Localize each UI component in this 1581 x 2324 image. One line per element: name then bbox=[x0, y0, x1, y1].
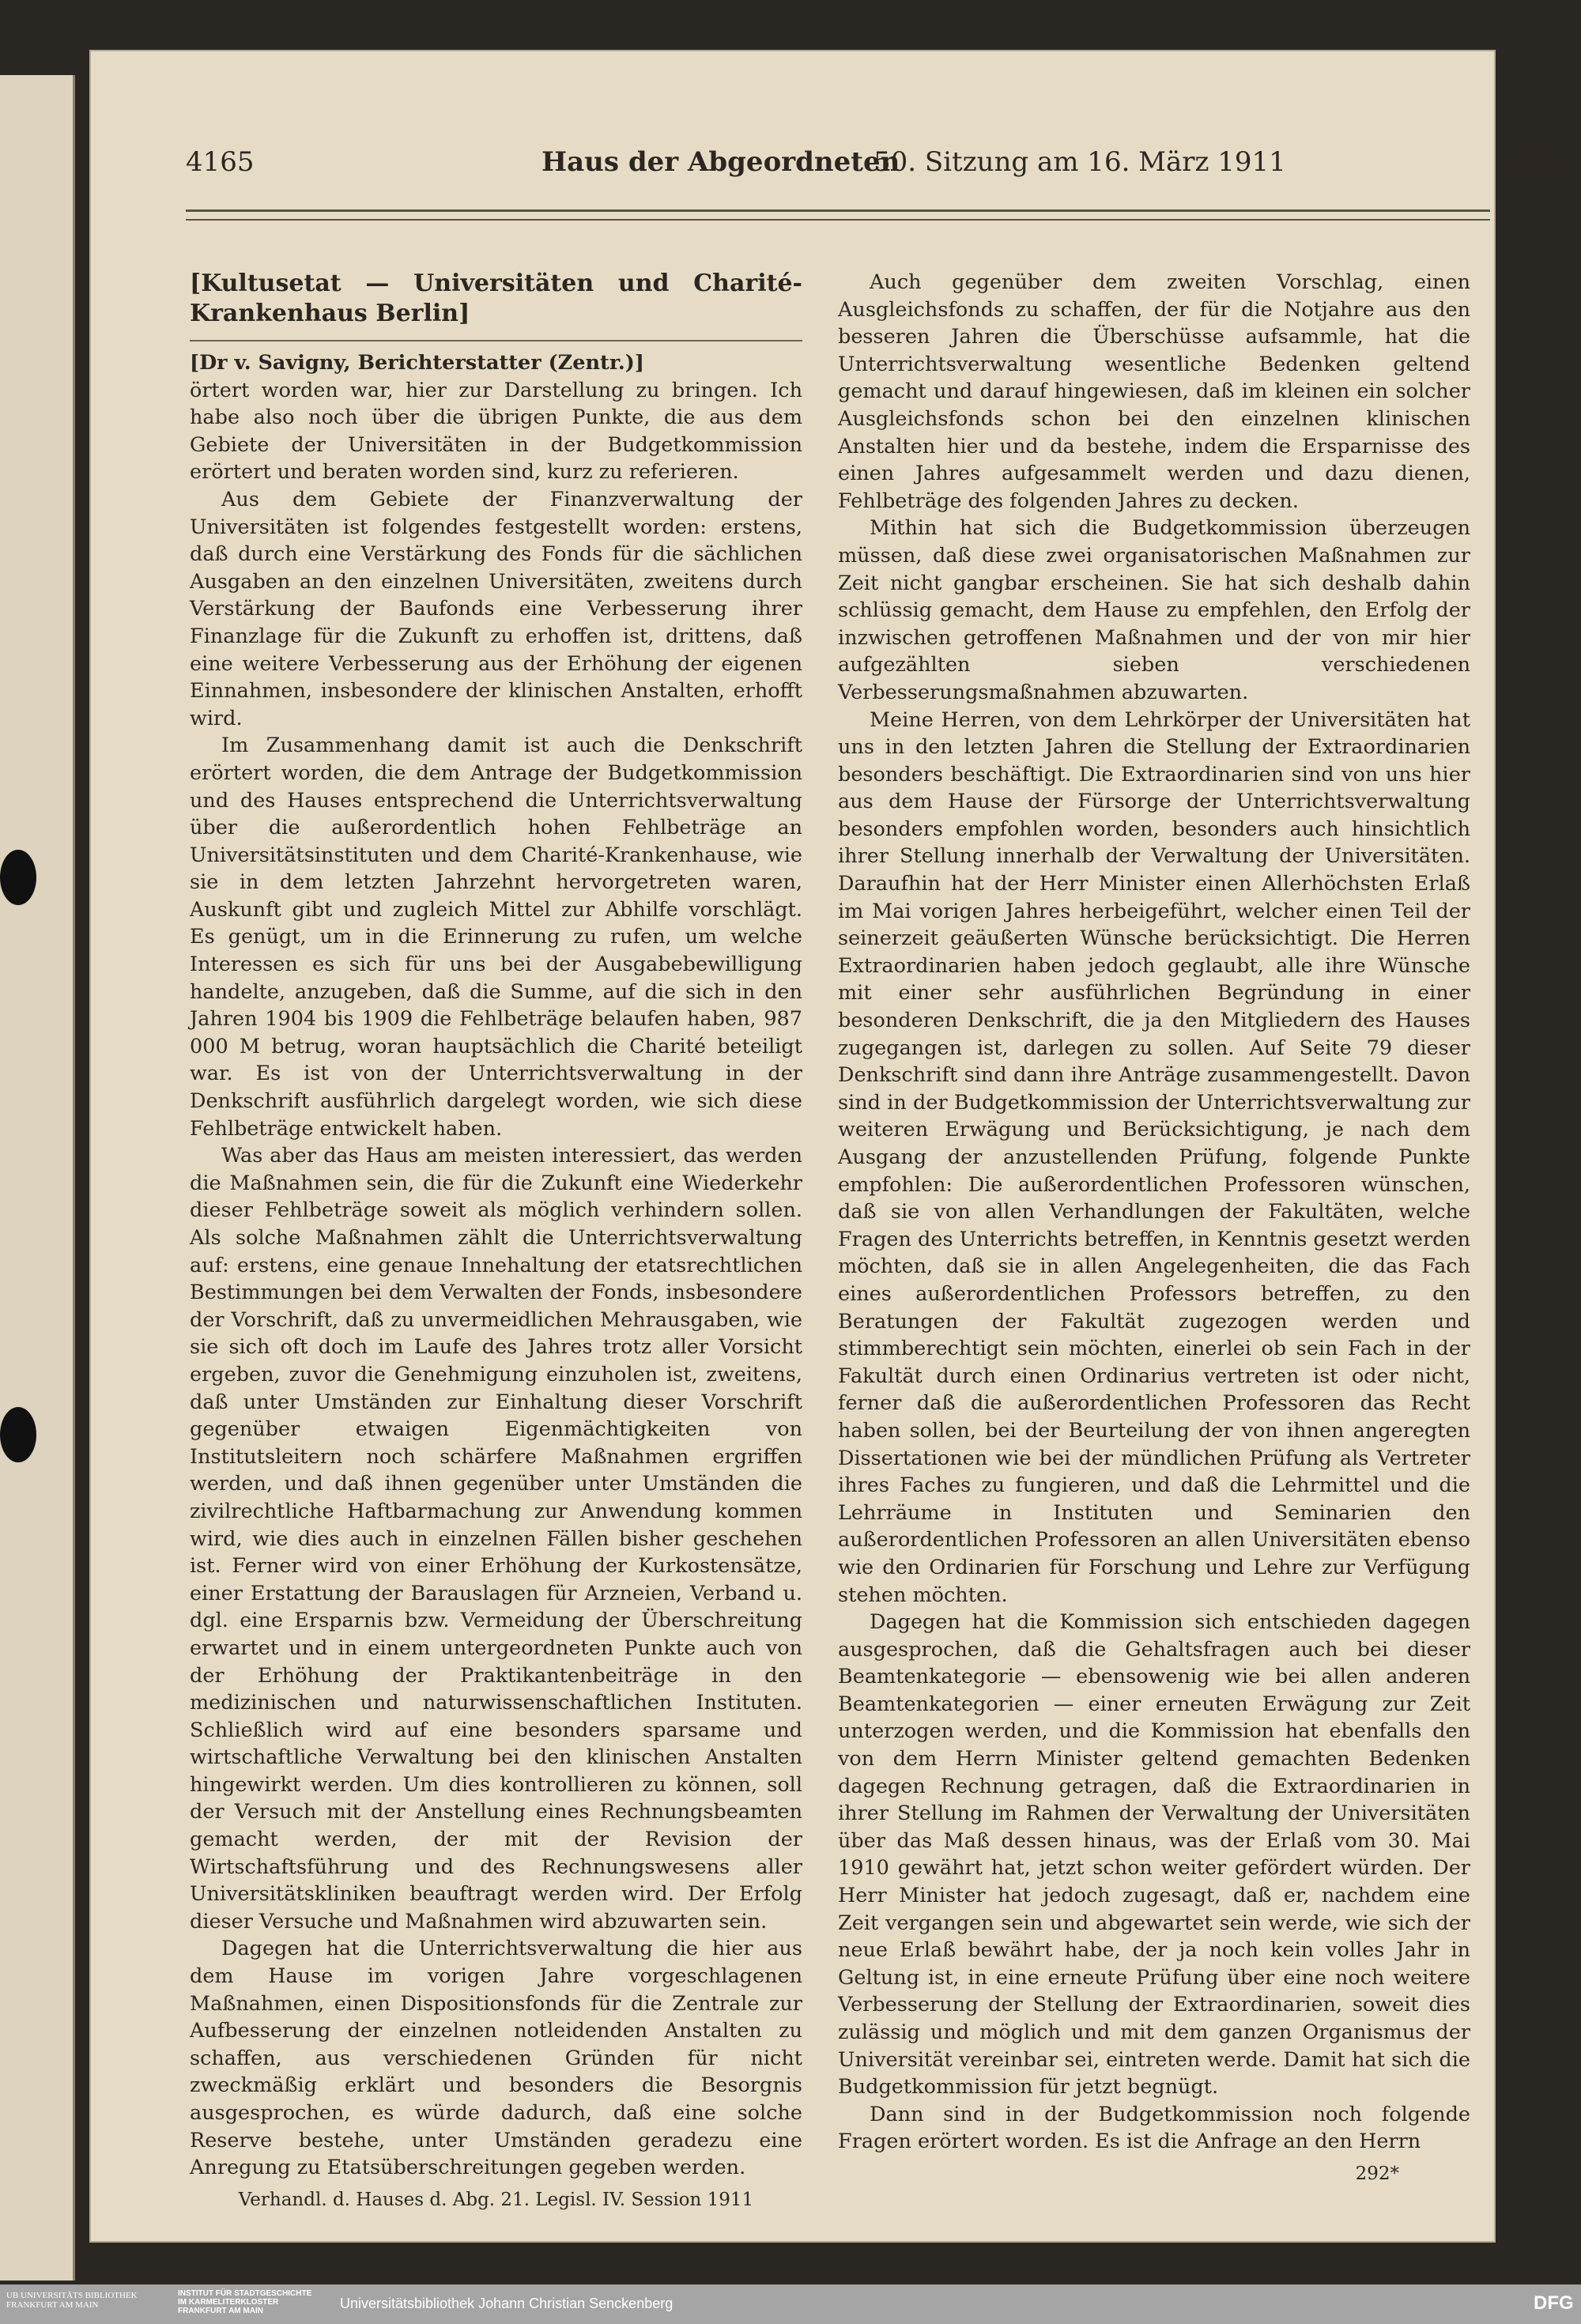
paragraph: Meine Herren, von dem Lehrkörper der Universitäten hat uns in den letzten Jahren die Stellung der Extraordinarien besonders beschäftigt. Die Extraordinarien sind von uns hier aus dem Hause der Fürsorge der Unterrichtsverwaltung besonders empfohlen worden, besonders auch hinsichtlich ihrer Stellung innerhalb der Verwaltung der Universitäten. Daraufhin hat der Herr Minister einen Allerhöchsten Erlaß im Mai vorigen Jahres herbeigeführt, welcher einen Teil der seinerzeit geäußerten Wünsche berücksichtigt. Die Herren Extraordinarien haben jedoch geglaubt, alle ihre Wünsche mit einer sehr ausführlichen Begründung in einer besonderen Denkschrift, die ja den Mitgliedern des Hauses zugegangen ist, darlegen zu sollen. Auf Seite 79 dieser Denkschrift sind dann ihre Anträge zusammengestellt. Davon sind in der Budgetkommission der Unterrichtsverwaltung zur weiteren Erwägung und Berücksichtigung, je nach dem Ausgang der anzustellenden Prüfung, folgende Punkte empfohlen: Die außerordentlichen Professoren wünschen, daß sie von allen Verhandlungen der Fakultäten, welche Fragen des Unterrichts betreffen, in Kenntnis gesetzt werden möchten, daß sie in allen Angelegenheiten, die das Fach eines außerordentlichen Professors betreffen, zu den Beratungen der Fakultät zugezogen werden und stimmberechtigt sein möchten, einerlei ob sein Fach in der Fakultät durch einen Ordinarius vertreten ist oder nicht, ferner daß die außerordentlichen Professoren das Recht haben sollen, bei der Beurteilung der von ihnen angeregten Dissertationen wie bei der mündlichen Prüfung als Vertreter ihres Faches zu fungieren, und daß die Lehrmittel und die Lehrräume in Instituten und Seminarien den außerordentlichen Professoren an allen Universitäten ebenso wie den Ordinarien für Forschung und Lehre zur Verfügung stehen möchten. bbox=[838, 707, 1470, 1607]
speaker-line: [Dr v. Savigny, Berichterstatter (Zentr.)] bbox=[190, 351, 644, 375]
footer-bar bbox=[0, 2284, 1581, 2324]
page-footnote: Verhandl. d. Hauses d. Abg. 21. Legisl. IV. Session 1911 bbox=[238, 2189, 754, 2210]
header-title: Haus der Abgeordneten bbox=[541, 146, 900, 178]
signature-mark: 292* bbox=[1355, 2163, 1399, 2184]
punch-hole bbox=[0, 1407, 36, 1462]
punch-hole bbox=[0, 850, 36, 905]
paragraph: Dann sind in der Budgetkommission noch folgende Fragen erörtert worden. Es ist die Anfrage an den Herrn bbox=[838, 2102, 1470, 2154]
header-rule bbox=[186, 219, 1490, 221]
page-header bbox=[186, 146, 1575, 186]
paragraph: Dagegen hat die Unterrichtsverwaltung die hier aus dem Hause im vorigen Jahre vorgeschlagenen Maßnahmen, einen Dispositionsfonds für die Zentrale zur Aufbesserung der einzelnen notleidenden Anstalten zu schaffen, aus verschiedenen Gründen für nicht zweckmäßig erklärt und besonders die Besorgnis ausgesprochen, es würde dadurch, daß eine solche Reserve bestehe, unter Umständen geradezu eine Anregung zu Etatsüberschreitungen gegeben werden. bbox=[190, 1937, 802, 2180]
header-rule bbox=[186, 209, 1490, 212]
paragraph: Auch gegenüber dem zweiten Vorschlag, einen Ausgleichsfonds zu schaffen, der für die Notjahre aus den besseren Jahren die Überschüsse aufsammle, hat die Unterrichtsverwaltung wesentliche Bedenken geltend gemacht und darauf hingewiesen, daß im kleinen ein solcher Ausgleichsfonds schon bei den einzelnen klinischen Anstalten hier und da bestehe, indem die Ersparnisse des einen Jahres aufgesammelt werden und dazu dienen, Fehlbeträge des folgenden Jahres zu decken. bbox=[838, 270, 1470, 513]
paragraph: Im Zusammenhang damit ist auch die Denkschrift erörtert worden, die dem Antrage der Budgetkommission und des Hauses entsprechend die Unterrichtsverwaltung über die außerordentlich hohen Fehlbeträge an Universitätsinstituten und dem Charité-Krankenhause, wie sie in dem letzten Jahrzehnt hervorgetreten waren, Auskunft gibt und zugleich Mittel zur Abhilfe vorschlägt. Es genügt, um in die Erinnerung zu rufen, um welche Interessen es sich für uns bei der Ausgabebewilligung handelte, anzugeben, daß die Summe, auf die sich in den Jahren 1904 bis 1909 die Fehlbeträge belaufen haben, 987 000 M betrug, woran hauptsächlich die Charité beteiligt war. Es ist von der Unterrichtsverwaltung in der Denkschrift ausführlich dargelegt worden, wie sich diese Fehlbeträge entwickelt haben. bbox=[190, 734, 802, 1141]
left-column bbox=[190, 269, 802, 2213]
section-title: [Kultusetat — Universitäten und Charité-Krankenhaus Berlin] bbox=[190, 270, 802, 327]
dfg-logo: DFG bbox=[1534, 2292, 1574, 2314]
institut-logo: INSTITUT FÜR STADTGESCHICHTE IM KARMELITERKLOSTER FRANKFURT AM MAIN bbox=[178, 2289, 312, 2315]
library-name: Universitätsbibliothek Johann Christian Senckenberg bbox=[340, 2296, 674, 2311]
paragraph: Mithin hat sich die Budgetkommission überzeugen müssen, daß diese zwei organisatorischen Maßnahmen zur Zeit nicht gangbar erscheinen. Sie hat sich deshalb dahin schlüssig gemacht, dem Hause zu empfehlen, den Erfolg der inzwischen getroffenen Maßnahmen und der von mir hier aufgezählten sieben verschiedenen Verbesserungsmaßnahmen abzuwarten. bbox=[838, 516, 1470, 704]
paragraph: örtert worden war, hier zur Darstellung zu bringen. Ich habe also noch über die übrigen Punkte, die aus dem Gebiete der Universitäten in der Budgetkommission erörtert und beraten worden sind, kurz zu referieren. bbox=[190, 378, 802, 485]
divider bbox=[190, 340, 802, 341]
paragraph: Dagegen hat die Kommission sich entschieden dagegen ausgesprochen, daß die Gehaltsfragen auch bei dieser Beamtenkategorie — ebensowenig wie bei allen anderen Beamtenkategorien — einer erneuten Erwägung zur Zeit unterzogen werden, und die Kommission hat ebenfalls den von dem Herrn Minister geltend gemachten Bedenken dagegen Rechnung getragen, daß die Extraordinarien in ihrer Stellung im Rahmen der Verwaltung der Universitäten über das Maß dessen hinaus, was der Erlaß vom 30. Mai 1910 gewährt hat, jetzt schon weiter gefördert würden. Der Herr Minister hat jedoch zugesagt, daß er, nachdem eine Zeit vergangen sein und abgewartet sein werde, wie sich der neue Erlaß bewährt habe, der ja noch kein volles Jahr in Geltung ist, in eine erneute Prüfung über eine noch weitere Verbesserung der Stellung der Extraordinarien, soweit dies zulässig und möglich und mit dem ganzen Organismus der Universität vereinbar sei, eintreten werde. Damit hat sich die Budgetkommission für jetzt begnügt. bbox=[838, 1610, 1470, 2100]
header-session: 50. Sitzung am 16. März 1911 bbox=[874, 146, 1286, 178]
page-number-right: 4166 bbox=[1506, 146, 1575, 178]
paragraph: Aus dem Gebiete der Finanzverwaltung der Universitäten ist folgendes festgestellt worden: erstens, daß durch eine Verstärkung des Fonds für die sächlichen Ausgaben an den einzelnen Universitäten, zweitens durch Verstärkung der Baufonds eine Verbesserung ihrer Finanzlage für die Zukunft zu erhoffen ist, drittens, daß eine weitere Verbesserung aus der Erhöhung der eigenen Einnahmen, insbesondere der klinischen Anstalten, erhofft wird. bbox=[190, 487, 802, 730]
ub-logo: UB UNIVERSITÄTS BIBLIOTHEK FRANKFURT AM MAIN bbox=[6, 2291, 138, 2310]
paragraph: Was aber das Haus am meisten interessiert, das werden die Maßnahmen sein, die für die Zukunft eine Wiederkehr dieser Fehlbeträge soweit als möglich verhindern sollen. Als solche Maßnahmen zählt die Unterrichtsverwaltung auf: erstens, eine genaue Innehaltung der etatsrechtlichen Bestimmungen bei dem Verwalten der Fonds, insbesondere der Vorschrift, daß zu unvermeidlichen Mehrausgaben, wie sie sich oft doch im Laufe des Jahres trotz aller Vorsicht ergeben, zuvor die Genehmigung einzuholen ist, zweitens, daß unter Umständen zur Einhaltung dieser Vorschrift gegenüber etwaigen Eigenmächtigkeiten von Institutsleitern noch schärfere Maßnahmen ergriffen werden, und daß ihnen gegenüber unter Umständen die zivilrechtliche Haftbarmachung zur Anwendung kommen wird, wie dies auch in einzelnen Fällen bisher geschehen ist. Ferner wird von einer Erhöhung der Kurkostensätze, einer Erstattung der Barauslagen für Arzneien, Verband u. dgl. eine Ersparnis bzw. Vermeidung der Überschreitung erwartet und in einem untergeordneten Punkte auch von der Erhöhung der Praktikantenbeiträge in den medizinischen und naturwissenschaftlichen Instituten. Schließlich wird auf eine besonders sparsame und wirtschaftliche Verwaltung bei den klinischen Anstalten hingewirkt werden. Um dies kontrollieren zu können, soll der Versuch mit der Anstellung eines Rechnungsbeamten gemacht werden, der mit der Revision der Wirtschaftsführung und des Rechnungswesens aller Universitätskliniken beauftragt werden wird. Der Erfolg dieser Versuche und Maßnahmen wird abzuwarten sein. bbox=[190, 1144, 802, 1934]
adjacent-page-edge bbox=[0, 75, 75, 2281]
right-column bbox=[838, 269, 1470, 2188]
page-number-left: 4165 bbox=[186, 146, 255, 178]
document-page bbox=[91, 51, 1575, 2241]
